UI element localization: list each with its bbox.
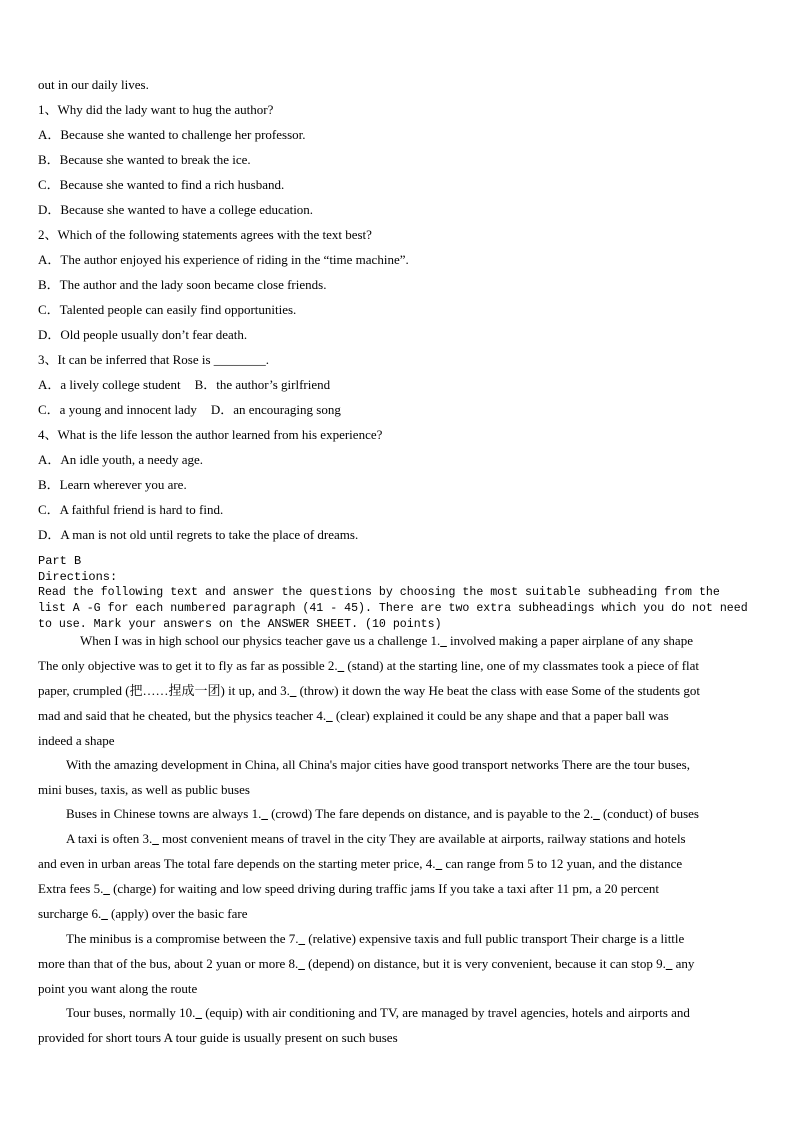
passage2-p3-line-2: and even in urban areas The total fare depends on the starting meter price, 4._ can range from 5 to 12 yuan, and the distance xyxy=(38,856,683,871)
question-3-options-row-1 xyxy=(38,377,330,393)
passage2-p3-line-4: surcharge 6._ (apply) over the basic fare xyxy=(38,906,248,921)
question-1-option-d: D．Because she wanted to have a college education. xyxy=(38,202,314,217)
directions-line-1: Read the following text and answer the questions by choosing the most suitable subheading from the xyxy=(38,586,720,599)
question-4-stem: 4、What is the life lesson the author learned from his experience? xyxy=(38,427,383,442)
passage2-p3-line-1: A taxi is often 3._ most convenient means of travel in the city They are available at airports, railway stations and hotels xyxy=(66,831,686,846)
question-2-option-a: A．The author enjoyed his experience of riding in the “time machine”. xyxy=(38,252,409,267)
directions-line-3: to use. Mark your answers on the ANSWER SHEET. (10 points) xyxy=(38,618,442,631)
question-1-option-c: C．Because she wanted to find a rich husband. xyxy=(38,177,285,192)
question-4-option-b: B．Learn wherever you are. xyxy=(38,477,187,492)
question-2-stem: 2、Which of the following statements agrees with the text best? xyxy=(38,227,372,242)
passage1-line-5: indeed a shape xyxy=(38,733,115,748)
question-1-stem: 1、Why did the lady want to hug the author? xyxy=(38,102,274,117)
passage2-p4-line-1: The minibus is a compromise between the 7._ (relative) expensive taxis and full public transport Their charge is a little xyxy=(66,931,685,946)
passage1-line-4: mad and said that he cheated, but the physics teacher 4._ (clear) explained it could be any shape and that a paper ball was xyxy=(38,708,669,723)
passage2-p4-line-2: more than that of the bus, about 2 yuan or more 8._ (depend) on distance, but it is very convenient, because it can stop 9._ any xyxy=(38,956,695,971)
passage2-p1-line-2: mini buses, taxis, as well as public buses xyxy=(38,782,250,797)
intro-tail: out in our daily lives. xyxy=(38,77,149,92)
question-4-option-c: C．A faithful friend is hard to find. xyxy=(38,502,224,517)
passage1-line-3: paper, crumpled (把……捏成一团) it up, and 3._ (throw) it down the way He beat the class with ease Some of the students got xyxy=(38,683,700,698)
passage2-p2-line-1: Buses in Chinese towns are always 1._ (crowd) The fare depends on distance, and is payable to the 2._ (conduct) of buses xyxy=(66,806,699,821)
question-4-option-a: A．An idle youth, a needy age. xyxy=(38,452,203,467)
question-3-options-row-2 xyxy=(38,402,341,418)
question-2-option-d: D．Old people usually don’t fear death. xyxy=(38,327,248,342)
passage2-p4-line-3: point you want along the route xyxy=(38,981,198,996)
passage1-line-1: When I was in high school our physics teacher gave us a challenge 1._ involved making a paper airplane of any shape xyxy=(80,633,693,648)
question-3-stem: 3、It can be inferred that Rose is ________. xyxy=(38,352,270,367)
directions-label: Directions: xyxy=(38,570,118,584)
passage2-p3-line-3: Extra fees 5._ (charge) for waiting and low speed driving during traffic jams If you take a taxi after 11 pm, a 20 percent xyxy=(38,881,660,896)
question-2-option-c: C．Talented people can easily find opportunities. xyxy=(38,302,297,317)
question-1-option-b: B．Because she wanted to break the ice. xyxy=(38,152,251,167)
part-b-title: Part B xyxy=(38,554,82,568)
question-3-option-b: B．the author’s girlfriend xyxy=(194,377,331,392)
question-3-option-d: D．an encouraging song xyxy=(210,402,341,417)
passage1-line-2: The only objective was to get it to fly as far as possible 2._ (stand) at the starting line, one of my classmates took a piece of flat xyxy=(38,658,700,673)
passage2-p1-line-1: With the amazing development in China, all China's major cities have good transport networks There are the tour buses, xyxy=(66,757,690,772)
question-4-option-d: D．A man is not old until regrets to take the place of dreams. xyxy=(38,527,359,542)
passage2-p5-line-1: Tour buses, normally 10._ (equip) with air conditioning and TV, are managed by travel agencies, hotels and airports and xyxy=(66,1005,690,1020)
passage2-p5-line-2: provided for short tours A tour guide is usually present on such buses xyxy=(38,1030,398,1045)
question-3-option-a: A．a lively college student xyxy=(38,377,181,392)
question-1-option-a: A．Because she wanted to challenge her professor. xyxy=(38,127,306,142)
question-2-option-b: B．The author and the lady soon became close friends. xyxy=(38,277,327,292)
question-3-option-c: C．a young and innocent lady xyxy=(38,402,197,417)
directions-line-2: list A -G for each numbered paragraph (41 - 45). There are two extra subheadings which you do not need xyxy=(38,602,748,615)
